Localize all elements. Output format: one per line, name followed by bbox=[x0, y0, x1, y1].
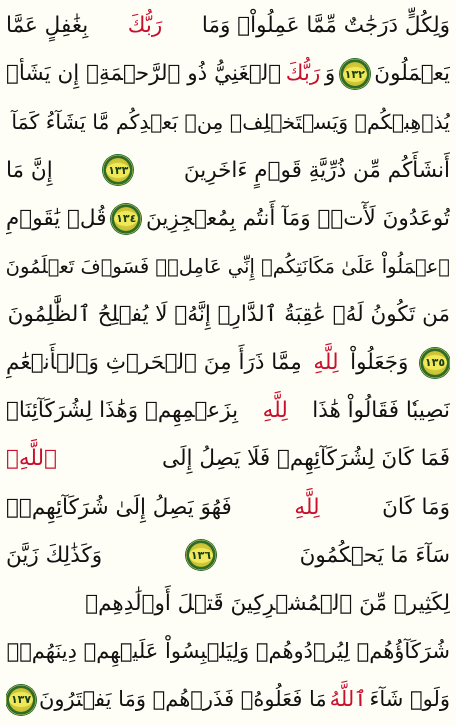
verse-number-marker bbox=[186, 540, 216, 570]
verse-text: مَن تَكُونُ لَهُۥ عَٰقِبَةُ ٱلدَّارِۚ إِنَّهُۥ لَا يُفۡلِحُ ٱلظَّٰلِمُونَ bbox=[7, 302, 450, 328]
verse-number: ١٣٣ bbox=[108, 163, 129, 177]
verse-text: يَعۡمَلُونَ bbox=[374, 61, 450, 87]
divine-name-text: ٱللَّهِۖ bbox=[6, 446, 57, 472]
verse-text: قُلۡ يَٰقَوۡمِ bbox=[6, 205, 107, 231]
verse-text: إِنَّ مَا bbox=[6, 157, 53, 183]
divine-name-text: لِلَّهِ bbox=[262, 398, 288, 424]
verse-text: مَا فَعَلُوهُۖ فَذَرۡهُمۡ وَمَا يَفۡتَرُونَ bbox=[38, 687, 327, 712]
verse-number-marker bbox=[340, 59, 370, 89]
verse-text: شُرَكَآؤُهُمۡ لِيُرۡدُوهُمۡ وَلِيَلۡبِسُواْ عَلَيۡهِمۡ دِينَهُمۡۖ bbox=[6, 639, 450, 664]
verse-number-marker bbox=[6, 685, 36, 715]
text-line bbox=[6, 435, 450, 483]
verse-text: نَصِيبٗا فَقَالُواْ هَٰذَا bbox=[312, 398, 450, 424]
divine-name-text: ٱللَّهُ bbox=[329, 687, 367, 712]
text-line bbox=[6, 291, 450, 339]
verse-text: وَلِكُلٍّ دَرَجَٰتٌ مِّمَّا عَمِلُواْۚ وَمَا bbox=[201, 13, 450, 39]
verse-text: فَهُوَ يَصِلُ إِلَىٰ شُرَكَآئِهِمۡۗ bbox=[6, 494, 232, 520]
text-line bbox=[6, 2, 450, 50]
verse-number: ١٣٤ bbox=[116, 212, 137, 226]
verse-number-marker bbox=[111, 204, 141, 234]
text-line bbox=[6, 628, 450, 676]
verse-text: لِكَثِيرٖ مِّنَ ٱلۡمُشۡرِكِينَ قَتۡلَ أَوۡلَٰدِهِمۡ bbox=[85, 590, 450, 616]
divine-name-text: لِلَّهِ bbox=[294, 494, 320, 520]
verse-text: أَنشَأَكُم مِّن ذُرِّيَّةِ قَوۡمٍ ءَاخَرِينَ bbox=[183, 157, 450, 183]
quran-text-block bbox=[6, 2, 450, 724]
verse-text: وَ bbox=[324, 61, 336, 87]
text-line bbox=[6, 531, 450, 579]
verse-text: مِمَّا ذَرَأَ مِنَ ٱلۡحَرۡثِ وَٱلۡأَنۡعَٰمِ bbox=[6, 350, 302, 376]
text-line bbox=[6, 50, 450, 98]
verse-number: ١٣٧ bbox=[10, 693, 32, 707]
verse-text: ٱعۡمَلُواْ عَلَىٰ مَكَانَتِكُمۡ إِنِّي عَامِلٞۖ فَسَوۡفَ تَعۡلَمُونَ bbox=[6, 254, 450, 278]
text-line bbox=[6, 195, 450, 243]
divine-name-text: رَبُّكَ bbox=[127, 13, 163, 39]
verse-number: ١٣٢ bbox=[344, 67, 365, 81]
verse-number-marker bbox=[420, 348, 450, 378]
verse-text: فَمَا كَانَ لِشُرَكَآئِهِمۡ فَلَا يَصِلُ إِلَى bbox=[162, 446, 450, 472]
text-line bbox=[6, 146, 450, 194]
verse-text: وَجَعَلُواْ bbox=[350, 350, 409, 376]
text-line bbox=[6, 676, 450, 724]
verse-text: بِزَعۡمِهِمۡ وَهَٰذَا لِشُرَكَآئِنَاۖ bbox=[6, 398, 239, 424]
verse-text: وَمَا كَانَ bbox=[382, 494, 450, 520]
divine-name-text: رَبُّكَ bbox=[285, 61, 321, 87]
verse-number: ١٣٦ bbox=[190, 548, 211, 562]
text-line bbox=[6, 339, 450, 387]
divine-name-text: لِلَّهِ bbox=[313, 350, 339, 376]
text-line bbox=[6, 580, 450, 628]
verse-text: سَآءَ مَا يَحۡكُمُونَ bbox=[299, 542, 450, 568]
text-line bbox=[6, 98, 450, 146]
verse-number-marker bbox=[103, 155, 133, 185]
verse-text: تُوعَدُونَ لَأٓتٖۖ وَمَآ أَنتُم بِمُعۡجِزِينَ bbox=[145, 205, 450, 231]
text-line bbox=[6, 483, 450, 531]
text-line bbox=[6, 243, 450, 291]
verse-number: ١٣٥ bbox=[424, 356, 446, 370]
verse-text: وَلَوۡ شَآءَ bbox=[369, 687, 450, 712]
verse-text: يُذۡهِبۡكُمۡ وَيَسۡتَخۡلِفۡ مِنۢ بَعۡدِكُم مَّا يَشَآءُ كَمَآ bbox=[11, 110, 450, 135]
text-line bbox=[6, 387, 450, 435]
verse-text: بِغَٰفِلٍ عَمَّا bbox=[6, 13, 89, 39]
verse-text: ٱلۡغَنِيُّ ذُو ٱلرَّحۡمَةِۚ إِن يَشَأۡ bbox=[6, 61, 282, 87]
verse-text: وَكَذَٰلِكَ زَيَّنَ bbox=[6, 542, 103, 568]
